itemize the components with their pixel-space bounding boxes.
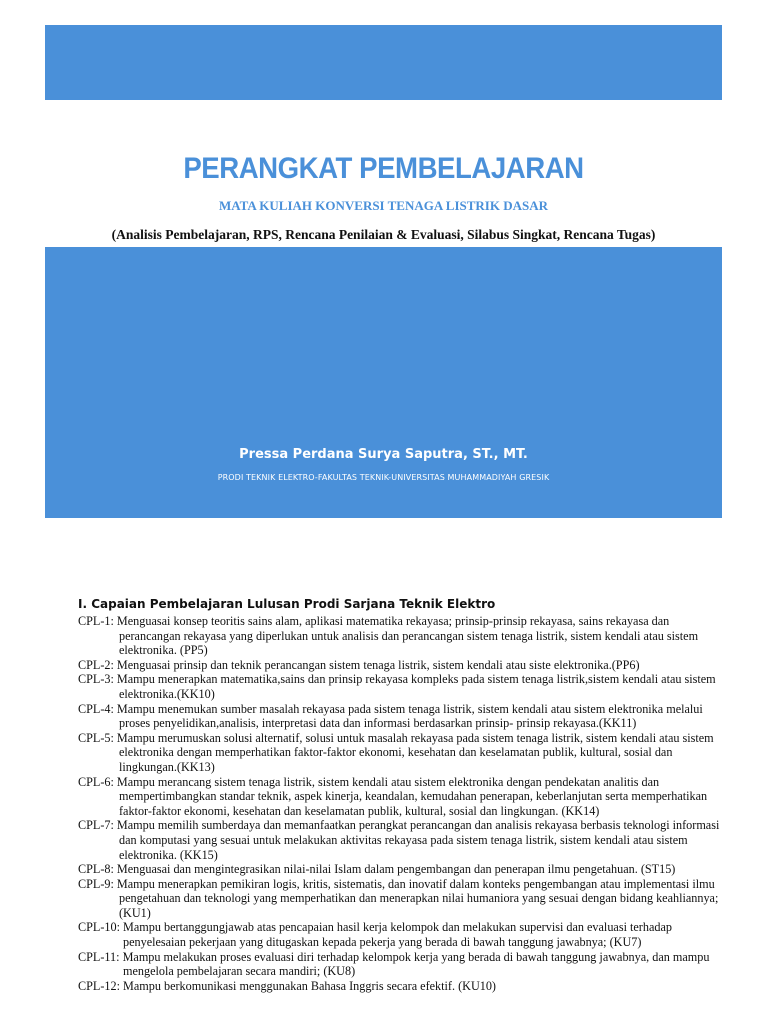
cpl-item: CPL-9: Mampu menerapkan pemikiran logis, kritis, sistematis, dan inovatif dalam konteks pengembangan atau implementasi ilmu pengetahuan dan teknologi yang memperhatikan dan menerapkan nilai humaniora yang sesuai dengan bidang keahliannya; (KU1) [78,876,719,920]
cpl-item: CPL-1: Menguasai konsep teoritis sains alam, aplikasi matematika rekayasa; prinsip-prinsip rekayasa, sains rekayasa dan perancangan rekayasa yang diperlukan untuk analisis dan perancangan sistem tenaga listrik, sistem kendali atau sistem elektronika. (PP5) [78,614,699,658]
author-name: Pressa Perdana Surya Saputra, ST., MT. [239,447,528,462]
cpl-item: CPL-3: Mampu menerapkan matematika,sains dan prinsip rekayasa kompleks pada sistem tenaga listrik,sistem kendali atau sistem elektronika.(KK10) [78,672,716,701]
author-affiliation: PRODI TEKNIK ELEKTRO-FAKULTAS TEKNIK-UNIVERSITAS MUHAMMADIYAH GRESIK [217,473,550,482]
cpl-item: CPL-6: Mampu merancang sistem tenaga listrik, sistem kendali atau sistem elektronika dengan pendekatan analitis dan mempertimbangkan standar teknik, aspek kinerja, keandalan, kemudahan penerapan, keberlanjutan serta memperhatikan faktor-faktor ekonomi, kesehatan dan keselamatan publik, kultural, sosial dan lingkungan. (KK14) [78,774,708,818]
cpl-item: CPL-11: Mampu melakukan proses evaluasi diri terhadap kelompok kerja yang berada di bawah tanggung jawabnya, dan mampu mengelola pembelajaran secara mandiri; (KU8) [78,949,710,979]
cpl-item: CPL-8: Menguasai dan mengintegrasikan nilai-nilai Islam dalam pengembangan dan penerapan ilmu pengetahuan. (ST15) [78,862,676,877]
course-name: MATA KULIAH KONVERSI TENAGA LISTRIK DASAR [218,198,549,213]
cover-title-area [45,100,722,247]
cover-main-band [45,247,722,518]
cpl-item: CPL-5: Mampu merumuskan solusi alternatif, solusi untuk masalah rekayasa pada sistem tenaga listrik, sistem kendali atau sistem elektronika dengan memperhatikan faktor-faktor ekonomi, kesehatan dan keselamatan publik, kultural, sosial dan lingkungan.(KK13) [78,730,714,774]
contents-summary: (Analisis Pembelajaran, RPS, Rencana Penilaian & Evaluasi, Silabus Singkat, Rencana Tugas) [111,227,656,242]
cpl-item: CPL-12: Mampu berkomunikasi menggunakan Bahasa Inggris secara efektif. (KU10) [78,978,496,993]
cpl-list [78,614,728,993]
cpl-item: CPL-10: Mampu bertanggungjawab atas pencapaian hasil kerja kelompok dan melakukan supervisi dan evaluasi terhadap penyelesaian pekerjaan yang ditugaskan kepada pekerja yang berada di bawah tanggung jawabnya; (KU7) [78,920,672,950]
cpl-item: CPL-7: Mampu memilih sumberdaya dan memanfaatkan perangkat perancangan dan analisis rekayasa berbasis teknologi informasi dan komputasi yang sesuai untuk melakukan aktivitas rekayasa pada sistem tenaga listrik, sistem kendali atau sistem elektronika. (KK15) [78,818,720,862]
cover-top-band [45,25,722,100]
document-title: PERANGKAT PEMBELAJARAN [183,152,584,185]
cpl-item: CPL-4: Mampu menemukan sumber masalah rekayasa pada sistem tenaga listrik, sistem kendali atau sistem elektronika melalui proses penyelidikan,analisis, interpretasi data dan informasi berdasarkan prinsip- prinsip rekayasa.(KK11) [78,701,703,731]
section-heading: I. Capaian Pembelajaran Lulusan Prodi Sarjana Teknik Elektro [78,597,496,611]
cpl-section [78,596,728,993]
cpl-item: CPL-2: Menguasai prinsip dan teknik perancangan sistem tenaga listrik, sistem kendali atau siste elektronika.(PP6) [78,657,640,672]
